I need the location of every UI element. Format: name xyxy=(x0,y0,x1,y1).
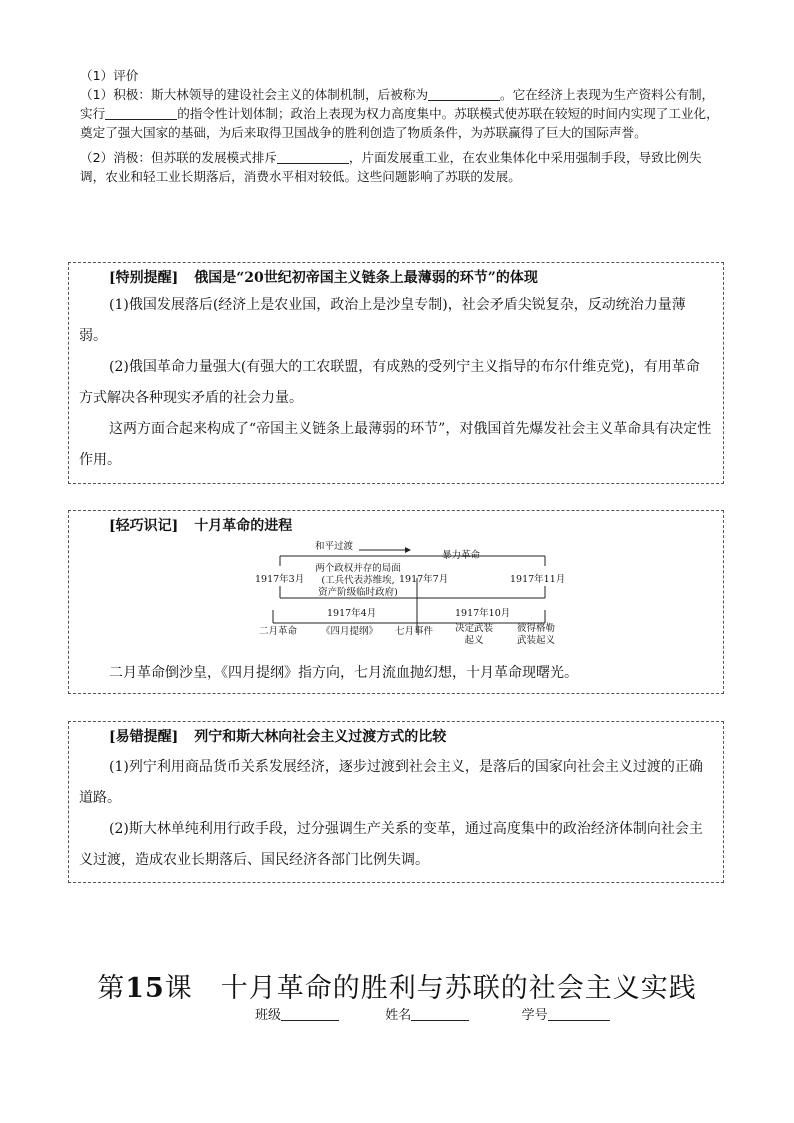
positive-text-a: （1）积极：斯大林领导的建设社会主义的体制机制，后被称为 xyxy=(80,87,429,102)
box-title: 列宁和斯大林向社会主义过渡方式的比较 xyxy=(194,729,447,745)
date-nov: 1917年11月 xyxy=(510,574,566,585)
evaluation-heading: （1）评价 xyxy=(80,68,139,83)
positive-text-c: 的指令性计划体制；政治上表现为权力高度集中。苏联模式使苏联在较短的时间内实现了工业化，奠定了强大国家的基础，为后来取得卫国战争的胜利创造了物质条件，为苏联赢得了巨大的国际声誉。 xyxy=(80,106,719,140)
fill-blank[interactable] xyxy=(105,105,177,120)
event-april-theses: 《四月提纲》 xyxy=(321,626,379,637)
box-tag: [特别提醒] xyxy=(109,270,179,286)
label-dual-power: 两个政权并存的局面 (工兵代表苏维埃, 资产阶级临时政府) xyxy=(315,563,401,598)
date-jul: 1917年7月 xyxy=(399,574,449,585)
box-heading xyxy=(109,726,446,746)
box-paragraph: (1)列宁利用商品货币关系发展经济，逐步过渡到社会主义，是落后的国家向社会主义过渡的正确道路。 xyxy=(79,759,703,806)
name-field[interactable] xyxy=(411,1007,469,1021)
negative-text-b: ，片面发展重工业，在农业集体化中采用强制手段，导致比例失调，农业和轻工业长期落后，消费水平相对较低。这些问题影响了苏联的发展。 xyxy=(80,150,702,184)
evaluation-negative xyxy=(80,148,720,186)
class-label: 班级 xyxy=(255,1008,282,1023)
event-decide-uprising: 决定武装 起义 xyxy=(455,623,494,646)
fill-blank[interactable] xyxy=(277,149,349,164)
lesson-name: 十月革命的胜利与苏联的社会主义实践 xyxy=(220,973,697,1004)
box-tag: [易错提醒] xyxy=(109,729,179,745)
evaluation-section xyxy=(80,66,720,186)
label-peaceful: 和平过渡 xyxy=(315,541,354,552)
box-heading xyxy=(109,267,538,287)
date-apr: 1917年4月 xyxy=(327,608,377,619)
box-paragraph: (1)俄国发展落后(经济上是农业国，政治上是沙皇专制)，社会矛盾尖锐复杂，反动统治力量薄弱。 xyxy=(79,297,686,344)
event-july: 七月事件 xyxy=(395,626,434,637)
box-tag: [轻巧识记] xyxy=(109,518,179,534)
id-label: 学号 xyxy=(521,1008,548,1023)
student-info xyxy=(255,1004,610,1023)
positive-text-b: 。它在经济上表现为生产资料公有制，实行 xyxy=(80,87,715,121)
fill-blank[interactable] xyxy=(428,86,500,101)
october-revolution-timeline xyxy=(255,538,575,653)
box-paragraph: (2)斯大林单纯利用行政手段，过分强调生产关系的变革，通过高度集中的政治经济体制向社会主义过渡，造成农业长期落后、国民经济各部门比例失调。 xyxy=(79,821,703,868)
event-petrograd-uprising: 彼得格勒 武装起义 xyxy=(517,623,556,646)
box-heading xyxy=(109,515,292,535)
special-reminder-box xyxy=(68,262,724,484)
box-paragraph: 这两方面合起来构成了“帝国主义链条上最薄弱的环节”，对俄国首先爆发社会主义革命具有决定性作用。 xyxy=(79,421,712,468)
event-feb: 二月革命 xyxy=(259,626,298,637)
lesson-title: 第15课 十月革命的胜利与苏联的社会主义实践 xyxy=(97,973,697,1004)
name-label: 姓名 xyxy=(385,1008,412,1023)
mnemonic-line: 二月革命倒沙皇，《四月提纲》指方向，七月流血抛幻想，十月革命现曙光。 xyxy=(109,665,578,681)
id-field[interactable] xyxy=(548,1007,610,1021)
date-oct: 1917年10月 xyxy=(455,608,511,619)
evaluation-positive xyxy=(80,85,720,142)
common-error-box xyxy=(68,721,724,883)
negative-text-a: （2）消极：但苏联的发展模式排斥 xyxy=(80,150,277,165)
box-title: 俄国是“20世纪初帝国主义链条上最薄弱的环节”的体现 xyxy=(194,270,538,286)
lesson-number: 15 xyxy=(125,973,165,1004)
label-violent: 暴力革命 xyxy=(442,550,481,561)
box-title: 十月革命的进程 xyxy=(194,518,293,534)
box-paragraph: (2)俄国革命力量强大(有强大的工农联盟，有成熟的受列宁主义指导的布尔什维克党)，有用革命方式解决各种现实矛盾的社会力量。 xyxy=(79,359,700,406)
date-mar: 1917年3月 xyxy=(255,574,305,585)
class-field[interactable] xyxy=(281,1007,339,1021)
